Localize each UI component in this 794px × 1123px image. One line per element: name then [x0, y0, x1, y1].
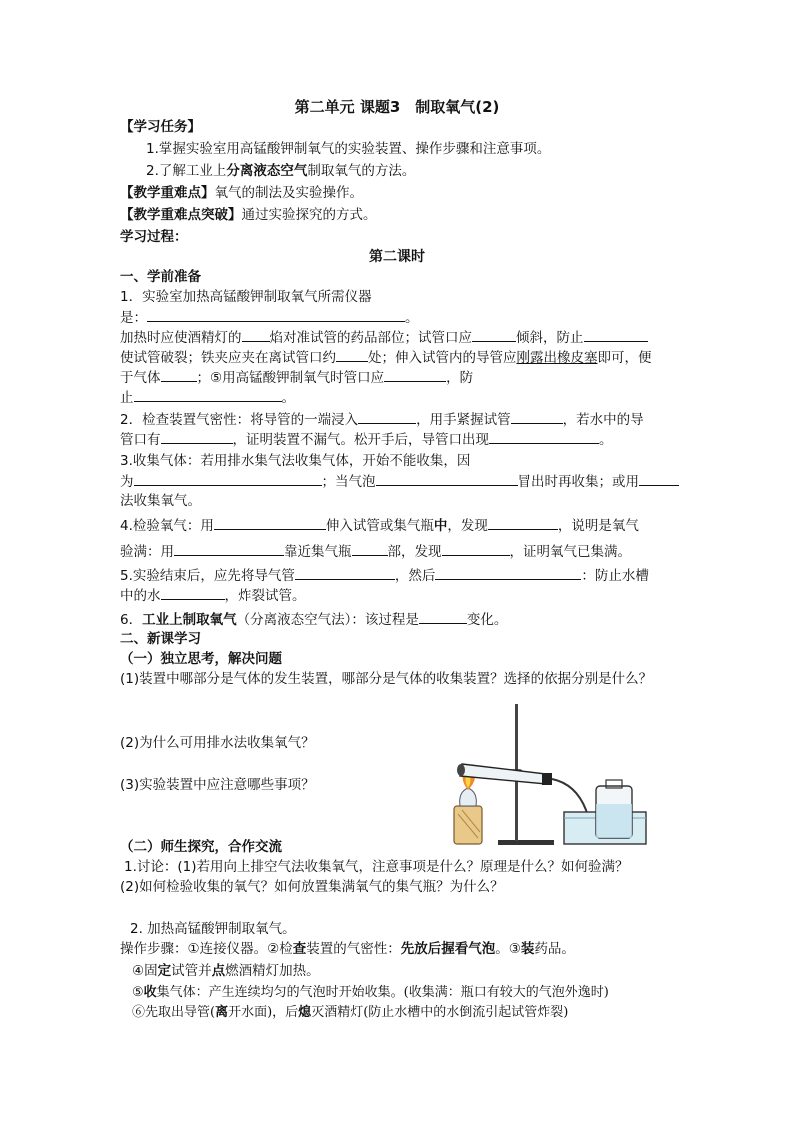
thinking-question-1: (1)装置中哪部分是气体的发生装置，哪部分是气体的收集装置？选择的依据分别是什么？: [120, 671, 653, 687]
q1-b-label: 是：: [120, 310, 147, 326]
blank: [134, 388, 282, 402]
text: 即可，便: [597, 350, 652, 366]
text: 。③: [495, 941, 521, 957]
blank: [214, 516, 326, 530]
discussion-1: 1.讨论：(1)若用向上排空气法收集氧气，注意事项是什么？原理是什么？如何验满？: [124, 859, 629, 875]
page-title: 第二单元 课题3 制取氧气(2): [294, 98, 500, 116]
blank: [488, 516, 558, 530]
text: 伸入试管或集气瓶: [325, 518, 434, 534]
q5-line-a: [120, 566, 649, 585]
bold-text: 装: [520, 941, 535, 957]
q1-b-end: 。: [405, 310, 419, 326]
text: 中的水: [120, 588, 161, 604]
blank: [472, 328, 516, 342]
steps-line-5: [132, 984, 609, 1002]
text: ④固: [132, 963, 158, 979]
text: ，用手紧握试管: [416, 412, 511, 428]
bold-text: 定: [157, 963, 172, 979]
blank: [242, 328, 270, 342]
text: ⑥先取出导管(: [132, 1005, 216, 1020]
blank: [489, 430, 599, 444]
blank: [134, 472, 322, 486]
blank: [435, 566, 581, 580]
underlined-text: 刚露出橡皮塞: [516, 350, 598, 366]
blank: [376, 472, 518, 486]
text: 药品。: [534, 941, 575, 957]
blank: [442, 542, 510, 556]
q3-line-c: 法收集氧气。: [120, 493, 201, 509]
text: 操作步骤：①连接仪器。②检: [120, 941, 293, 957]
text: 使试管破裂；铁夹应夹在离试管口约: [120, 350, 336, 366]
text: （分离液态空气法）：该过程是: [236, 612, 419, 628]
breakthrough-text: 通过实验探究的方式。: [241, 207, 377, 223]
breakthrough-line: [120, 206, 377, 224]
q3-line-b: [120, 472, 679, 491]
task-heading: 【学习任务】: [120, 119, 201, 135]
blank: [161, 586, 225, 600]
blank: [174, 542, 284, 556]
lesson-heading: 第二课时: [369, 249, 425, 265]
heating-heading: 2. 加热高锰酸钾制取氧气。: [130, 921, 296, 937]
text: 。: [599, 432, 613, 448]
text: 灭酒精灯(防止水槽中的水倒流引起试管炸裂): [311, 1005, 569, 1020]
blank: [295, 566, 395, 580]
q4-line-b: [120, 542, 631, 561]
text: ，证明装置不漏气。松开手后，导管口出现: [232, 432, 489, 448]
text: ，然后: [394, 568, 436, 584]
bold-text: 查: [292, 941, 307, 957]
text: 5.实验结束后，应先将导气管: [120, 568, 295, 584]
text: 于气体: [120, 370, 161, 386]
key-points-text: 氧气的制法及实验操作。: [214, 185, 363, 201]
text: 变化。: [466, 612, 508, 628]
text: ，发现: [447, 518, 488, 534]
thinking-question-3: (3)实验装置中应注意哪些事项？: [120, 777, 315, 793]
breakthrough-heading: 【教学重难点突破】: [120, 207, 242, 223]
text: 为: [120, 474, 134, 490]
key-points-line: [120, 184, 363, 202]
text: 处；伸入试管内的导管应: [368, 350, 517, 366]
text: 靠近集气瓶: [284, 544, 352, 560]
blank: [419, 610, 467, 624]
q2-line-a: [120, 410, 644, 429]
q1-line-f: [120, 388, 295, 407]
text: 2．检查装置气密性：将导管的一端浸入: [120, 412, 359, 428]
bold-text: 点: [211, 963, 226, 979]
text: ，证明氧气已集满。: [509, 544, 631, 560]
bold-text: 工业上制取氧气: [142, 612, 237, 628]
section-1-heading: 一、学前准备: [120, 269, 201, 285]
process-heading: 学习过程：: [120, 229, 188, 245]
blank: [161, 430, 233, 444]
q1-line-b: [120, 308, 419, 327]
task-2-bold: 分离液态空气: [226, 163, 308, 179]
gas-collecting-bottle: [596, 780, 632, 838]
text: 试管并: [171, 963, 212, 979]
text: ⑤: [132, 985, 144, 1000]
text: ，炸裂试管。: [224, 588, 306, 604]
blank: [584, 328, 648, 342]
q1-line-c: [120, 328, 648, 347]
q4-line-a: [120, 516, 639, 535]
q1-line-a: 1．实验室加热高锰酸钾制取氧气所需仪器: [120, 289, 372, 305]
discussion-2: (2)如何检验收集的氧气？如何放置集满氧气的集气瓶？为什么？: [120, 879, 504, 895]
text: 部，发现: [387, 544, 442, 560]
steps-line-4: [132, 962, 320, 980]
blank: [161, 368, 197, 382]
text: 止: [120, 390, 134, 406]
q6-line: [120, 610, 507, 629]
blank: [384, 368, 446, 382]
steps-line-6: [132, 1004, 568, 1022]
blank: [147, 308, 405, 322]
text: ，若水中的导: [562, 412, 644, 428]
text: ；当气泡: [321, 474, 376, 490]
task-1: 1.掌握实验室用高锰酸钾制氧气的实验装置、操作步骤和注意事项。: [146, 141, 551, 157]
text: ；⑤用高锰酸钾制氧气时管口应: [196, 370, 385, 386]
task-2: [146, 162, 415, 180]
bold-text: 先放后握看气泡: [400, 941, 496, 957]
text: 倾斜，防止: [516, 330, 584, 346]
blank: [511, 410, 563, 424]
q2-line-b: [120, 430, 613, 449]
text: ，说明是氧气: [557, 518, 639, 534]
task-2-part-a: 2.了解工业上: [146, 163, 227, 179]
text: 燃酒精灯加热。: [225, 963, 320, 979]
blank: [639, 472, 679, 486]
blank: [336, 348, 368, 362]
blank: [352, 542, 388, 556]
text: 管口有: [120, 432, 161, 448]
subsection-2-heading: （二）师生探究，合作交流: [120, 839, 282, 855]
task-2-part-c: 制取氧气的方法。: [307, 163, 416, 179]
text: 4.检验氧气：用: [120, 518, 214, 534]
bold-text: 收: [143, 985, 157, 1000]
text: ，防: [446, 370, 474, 386]
bold-text: 熄: [298, 1005, 312, 1020]
oxygen-apparatus-diagram: [436, 700, 648, 848]
text: 焰对准试管的药品部位；试管口应: [269, 330, 472, 346]
subsection-1-heading: （一）独立思考，解决问题: [120, 651, 282, 667]
text: 冒出时再收集；或用: [517, 474, 639, 490]
bold-text: 离: [215, 1005, 229, 1020]
text: 6．: [120, 612, 143, 628]
q1-line-e: [120, 368, 473, 387]
task-heading-line: [120, 118, 201, 136]
blank: [358, 410, 416, 424]
text: 验满：用: [120, 544, 174, 560]
steps-line-1: [120, 940, 575, 958]
bold-text: 中: [433, 518, 448, 534]
section-2-heading: 二、新课学习: [120, 631, 201, 647]
text: 装置的气密性：: [306, 941, 401, 957]
text: 集气体：产生连续均匀的气泡时开始收集。(收集满：瓶口有较大的气泡外逸时): [156, 985, 609, 1000]
text: ：防止水槽: [581, 568, 649, 584]
text: 开水面)，后: [228, 1005, 299, 1020]
text: 。: [281, 390, 295, 406]
thinking-question-2: (2)为什么可用排水法收集氧气？: [120, 735, 315, 751]
q3-line-a: 3.收集气体：若用排水集气法收集气体，开始不能收集，因: [120, 453, 471, 469]
q5-line-b: [120, 586, 306, 605]
text: 加热时应使酒精灯的: [120, 330, 242, 346]
key-points-heading: 【教学重难点】: [120, 185, 215, 201]
q1-line-d: [120, 348, 652, 367]
